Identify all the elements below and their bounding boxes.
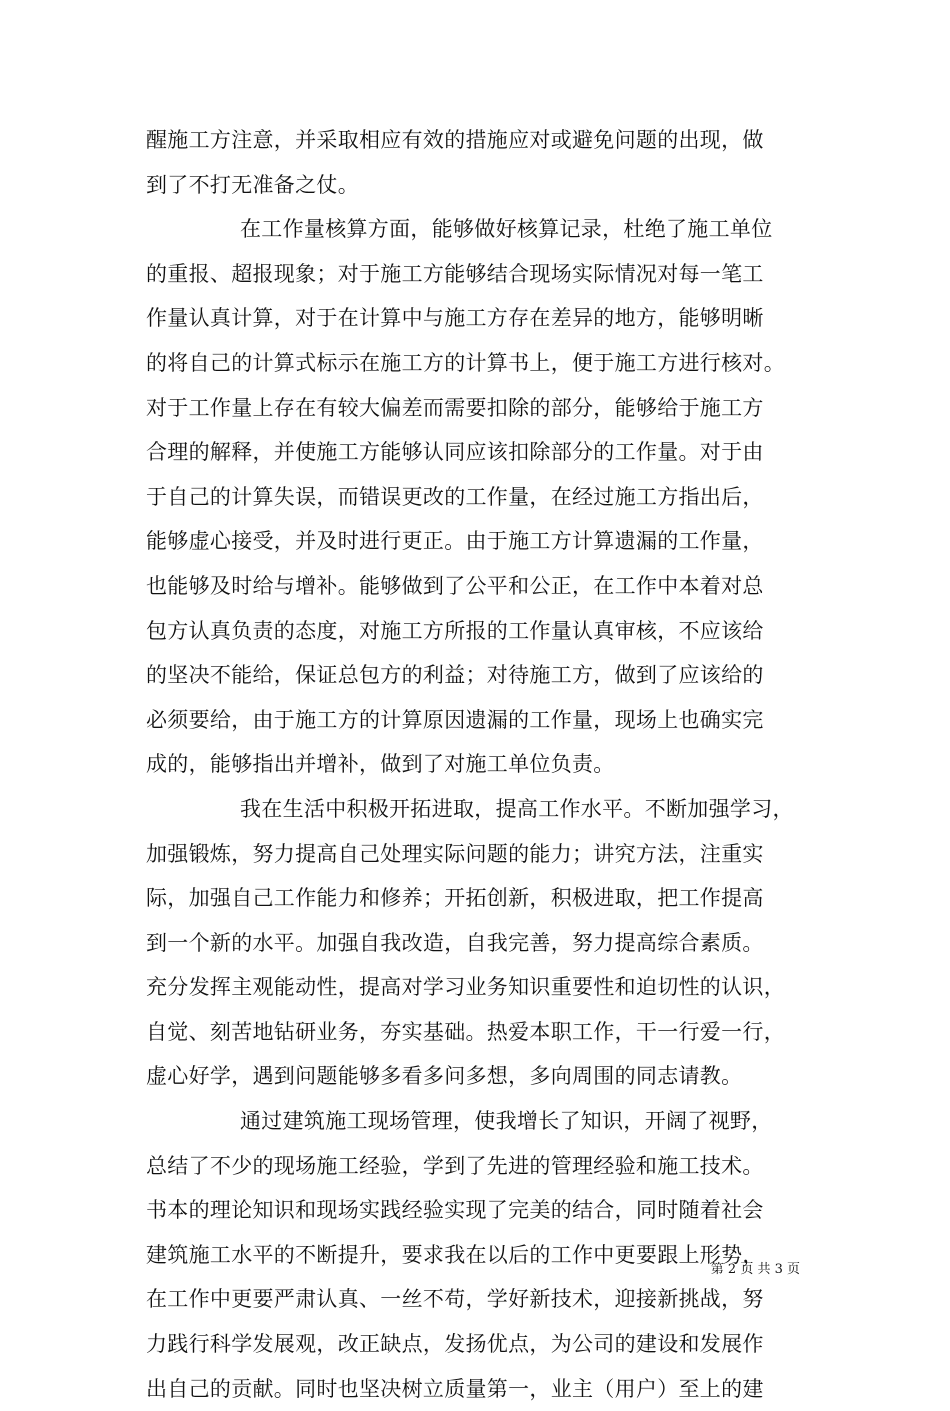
paragraph-start-line: 通过建筑施工现场管理，使我增长了知识，开阔了视野，	[240, 1109, 773, 1134]
text-line: 能够虚心接受，并及时进行更正。由于施工方计算遗漏的工作量，	[146, 529, 764, 554]
text-line: 必须要给，由于施工方的计算原因遗漏的工作量，现场上也确实完	[146, 707, 764, 732]
text-line: 的坚决不能给，保证总包方的利益；对待施工方，做到了应该给的	[146, 663, 764, 688]
text-line: 于自己的计算失误，而错误更改的工作量，在经过施工方指出后，	[146, 484, 764, 509]
text-line: 对于工作量上存在有较大偏差而需要扣除的部分，能够给于施工方	[146, 395, 764, 420]
text-line: 自觉、刻苦地钻研业务，夯实基础。热爱本职工作，干一行爱一行，	[146, 1019, 785, 1044]
text-line: 出自己的贡献。同时也坚决树立质量第一，业主（用户）至上的建	[146, 1376, 764, 1401]
text-line: 书本的理论知识和现场实践经验实现了完美的结合，同时随着社会	[146, 1198, 764, 1223]
text-line: 充分发挥主观能动性，提高对学习业务知识重要性和迫切性的认识，	[146, 975, 785, 1000]
body-text	[146, 118, 818, 1411]
text-line: 到了不打无准备之仗。	[146, 172, 359, 197]
text-line: 虚心好学，遇到问题能够多看多问多想，多向周围的同志请教。	[146, 1064, 743, 1089]
text-line: 醒施工方注意，并采取相应有效的措施应对或避免问题的出现，做	[146, 128, 764, 152]
text-line: 际，加强自己工作能力和修养；开拓创新，积极进取，把工作提高	[146, 886, 764, 911]
page-number: 第 2 页 共 3 页	[710, 1262, 800, 1277]
text-line: 包方认真负责的态度，对施工方所报的工作量认真审核，不应该给	[146, 618, 764, 643]
text-line: 的将自己的计算式标示在施工方的计算书上，便于施工方进行核对。	[146, 350, 785, 375]
paragraph-start-line: 我在生活中积极开拓进取，提高工作水平。不断加强学习，	[240, 796, 794, 821]
text-line: 作量认真计算，对于在计算中与施工方存在差异的地方，能够明晰	[146, 306, 764, 331]
text-line: 也能够及时给与增补。能够做到了公平和公正，在工作中本着对总	[146, 573, 764, 598]
text-line: 到一个新的水平。加强自我改造，自我完善，努力提高综合素质。	[146, 930, 764, 955]
text-line: 建筑施工水平的不断提升，要求我在以后的工作中更要跟上形势，	[146, 1242, 764, 1267]
text-line: 总结了不少的现场施工经验，学到了先进的管理经验和施工技术。	[146, 1153, 764, 1178]
text-line: 的重报、超报现象；对于施工方能够结合现场实际情况对每一笔工	[146, 261, 764, 286]
text-line: 成的，能够指出并增补，做到了对施工单位负责。	[146, 752, 615, 777]
text-line: 力践行科学发展观，改正缺点，发扬优点，为公司的建设和发展作	[146, 1332, 764, 1357]
paragraph-start-line: 在工作量核算方面，能够做好核算记录，杜绝了施工单位	[240, 217, 773, 242]
text-line: 在工作中更要严肃认真、一丝不苟，学好新技术，迎接新挑战，努	[146, 1287, 764, 1312]
text-line: 加强锻炼，努力提高自己处理实际问题的能力；讲究方法，注重实	[146, 841, 764, 866]
text-line: 合理的解释，并使施工方能够认同应该扣除部分的工作量。对于由	[146, 440, 764, 465]
